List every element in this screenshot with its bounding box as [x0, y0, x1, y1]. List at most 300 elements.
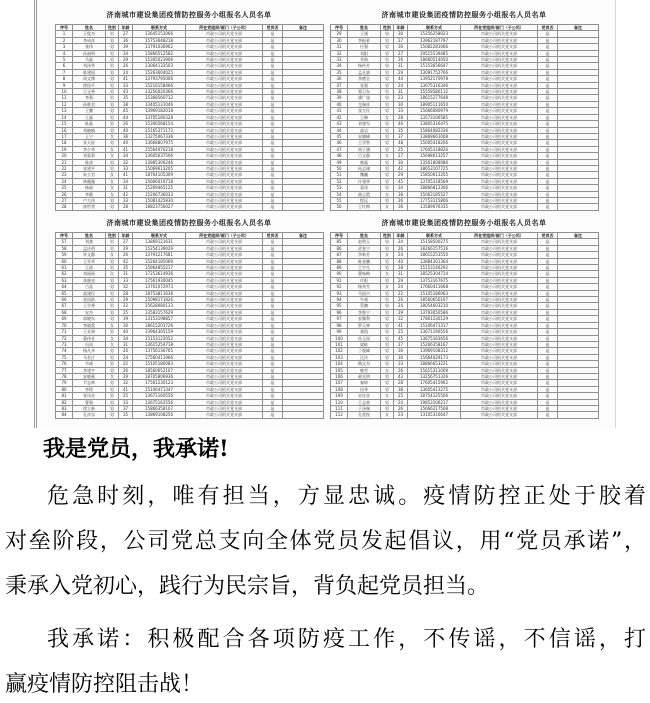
cell: 38: [394, 191, 408, 197]
cell: 高建民: [73, 290, 106, 296]
cell: 是: [263, 329, 283, 335]
cell: 市政公司机关党支部: [186, 258, 263, 264]
cell: 15206736033: [133, 191, 186, 197]
pledge-line: 危急时刻，唯有担当，方显忠诚。疫情防控正处于胶着: [47, 484, 646, 509]
cell: 13793795006: [133, 76, 186, 82]
cell: 73: [56, 341, 73, 347]
cell: 19515539485: [408, 50, 461, 56]
cell: 43: [394, 373, 408, 379]
cell: 是: [538, 44, 558, 50]
cell: 市政公司机关党支部: [186, 367, 263, 373]
cell: 是: [538, 153, 558, 159]
cell: 28: [394, 380, 408, 386]
cell: 是: [538, 348, 558, 354]
cell: 市政公司机关党支部: [186, 277, 263, 283]
pledge-paragraphs: [5, 474, 646, 703]
cell: 男: [381, 258, 394, 264]
cell: 13791217681: [133, 252, 186, 258]
cell: 市政公司机关党支部: [461, 191, 538, 197]
cell: 许阳: [348, 277, 381, 283]
cell: 市政公司机关党支部: [186, 82, 263, 88]
cell: 31: [119, 271, 133, 277]
cell: 市政公司机关党支部: [461, 172, 538, 178]
table-row: [331, 412, 599, 418]
cell: 孟凡斌: [348, 69, 381, 75]
cell: 是: [538, 146, 558, 152]
cell: 34: [119, 335, 133, 341]
cell: 王磊: [73, 114, 106, 120]
cell: 26: [394, 57, 408, 63]
cell: 是: [538, 341, 558, 347]
cell: 是: [538, 37, 558, 43]
cell: 是: [538, 399, 558, 405]
cell: 11: [56, 95, 73, 101]
cell: 张建平: [73, 165, 106, 171]
cell: 是: [538, 322, 558, 328]
cell: 13615254718: [133, 341, 186, 347]
cell: 孔祥东: [73, 412, 106, 418]
cell: 市政公司机关党支部: [186, 114, 263, 120]
cell: 市政公司机关党支部: [461, 277, 538, 283]
cell: 尹志林: [73, 380, 106, 386]
cell: 陈建国: [73, 69, 106, 75]
cell: 毕文静: [73, 252, 106, 258]
table-row: [56, 204, 324, 210]
cell: 女: [106, 153, 119, 159]
cell: 41: [394, 322, 408, 328]
cell: 陈金鹏: [348, 258, 381, 264]
cell: 市政公司机关党支部: [461, 114, 538, 120]
cell: 女: [106, 322, 119, 328]
roster-quadrant-3: [55, 216, 323, 419]
cell: 32: [119, 159, 133, 165]
cell: 13671160556: [133, 393, 186, 399]
cell: 市政公司机关党支部: [461, 108, 538, 114]
cell: 周文博: [73, 76, 106, 82]
cell: 13869661008: [408, 133, 461, 139]
cell: 男: [381, 335, 394, 341]
cell: 女: [381, 153, 394, 159]
cell: 市政公司机关党支部: [461, 373, 538, 379]
cell: 13561808086: [408, 159, 461, 165]
cell: 男: [106, 82, 119, 88]
cell: 是: [263, 178, 283, 184]
cell: 1: [56, 31, 73, 37]
cell: 市政公司机关党支部: [461, 204, 538, 210]
cell: 付强: [348, 44, 381, 50]
cell: 13675163556: [133, 399, 186, 405]
cell: 15753648218: [133, 37, 186, 43]
cell: 是: [538, 76, 558, 82]
cell: 宋杰: [73, 309, 106, 315]
cell: 20: [56, 153, 73, 159]
cell: 43: [331, 121, 348, 127]
cell: 女: [381, 367, 394, 373]
cell: 潘广旭: [348, 95, 381, 101]
cell: 99: [331, 329, 348, 335]
cell: 是: [263, 204, 283, 210]
cell: 是: [263, 57, 283, 63]
cell: 13064133503: [133, 63, 186, 69]
cell: 是: [263, 322, 283, 328]
cell: 市政公司机关党支部: [186, 37, 263, 43]
column-header: 备注: [558, 233, 599, 239]
cell: 男: [106, 63, 119, 69]
cell: 13793050586: [408, 309, 461, 315]
column-header: 性别: [381, 25, 394, 31]
cell: 杨传芳: [348, 63, 381, 69]
cell: 男: [381, 245, 394, 251]
cell: 张万民: [348, 108, 381, 114]
cell: 是: [538, 258, 558, 264]
cell: 42: [119, 258, 133, 264]
cell: 孙福明: [73, 50, 106, 56]
cell: 96: [331, 309, 348, 315]
cell: 57: [56, 239, 73, 245]
column-header: 党员否: [538, 233, 558, 239]
cell: 市政公司机关党支部: [186, 386, 263, 392]
cell: 市政公司机关党支部: [461, 159, 538, 165]
cell: 市政公司机关党支部: [461, 284, 538, 290]
cell: 25: [394, 146, 408, 152]
roster-quadrant-2: [330, 8, 598, 211]
cell: 是: [538, 165, 558, 171]
cell: 汪洋: [348, 354, 381, 360]
cell: 29: [394, 277, 408, 283]
cell: 市政公司机关党支部: [186, 322, 263, 328]
cell: 15615311009: [408, 367, 461, 373]
cell: 丁俊峰: [348, 348, 381, 354]
cell: 91: [331, 277, 348, 283]
cell: 市政公司机关党支部: [461, 297, 538, 303]
cell: 于泽瑞: [348, 405, 381, 411]
cell: 是: [263, 277, 283, 283]
cell: 是: [263, 76, 283, 82]
cell: 13761072973: [133, 284, 186, 290]
cell: 33: [119, 197, 133, 203]
cell: 3: [56, 44, 73, 50]
cell: 18753811636: [133, 290, 186, 296]
column-header: 姓名: [348, 25, 381, 31]
cell: 市政公司机关党支部: [461, 252, 538, 258]
cell: 是: [263, 172, 283, 178]
cell: 34: [119, 178, 133, 184]
cell: 52: [331, 178, 348, 184]
cell: 马磊: [73, 57, 106, 63]
column-header: 联系方式: [408, 25, 461, 31]
cell: 高岩: [348, 127, 381, 133]
cell: 张凤亮: [73, 393, 106, 399]
cell: 17561930045: [133, 277, 186, 283]
cell: 是: [538, 297, 558, 303]
cell: 市政公司机关党支部: [186, 412, 263, 418]
cell: 韦威: [73, 361, 106, 367]
cell: 男: [381, 127, 394, 133]
cell: 是: [263, 265, 283, 271]
cell: 男: [381, 297, 394, 303]
cell: 是: [538, 367, 558, 373]
cell: 是: [538, 69, 558, 75]
cell: 张晓亮: [73, 277, 106, 283]
cell: 女: [106, 335, 119, 341]
cell: 94: [331, 297, 348, 303]
cell: 68: [56, 309, 73, 315]
cell: 15666019718: [133, 178, 186, 184]
cell: 许建华: [348, 178, 381, 184]
cell: [558, 204, 599, 210]
cell: 市政公司机关党支部: [186, 373, 263, 379]
column-header: 年龄: [394, 233, 408, 239]
cell: 男: [106, 50, 119, 56]
cell: 李成祥: [73, 37, 106, 43]
pledge-article: [5, 430, 646, 703]
cell: 34: [394, 185, 408, 191]
cell: 李德全: [348, 76, 381, 82]
cell: 市政公司机关党支部: [461, 412, 538, 418]
cell: 市政公司机关党支部: [186, 271, 263, 277]
cell: 15153656647: [408, 63, 461, 69]
cell: 是: [263, 405, 283, 411]
cell: 39: [119, 316, 133, 322]
cell: 是: [538, 239, 558, 245]
cell: 李铭: [73, 386, 106, 392]
cell: 孙维君: [73, 101, 106, 107]
cell: 30: [394, 31, 408, 37]
cell: 是: [263, 393, 283, 399]
cell: 15269465125: [133, 185, 186, 191]
cell: 周子涵: [348, 146, 381, 152]
cell: 43: [119, 89, 133, 95]
cell: 36: [119, 133, 133, 139]
cell: 33: [119, 165, 133, 171]
cell: 31: [331, 44, 348, 50]
cell: 男: [381, 82, 394, 88]
cell: 27: [119, 239, 133, 245]
cell: 是: [538, 380, 558, 386]
cell: 王鹏: [73, 108, 106, 114]
cell: 是: [538, 303, 558, 309]
cell: 是: [538, 108, 558, 114]
cell: 吕文静: [348, 153, 381, 159]
pledge-paragraph: [5, 474, 646, 609]
cell: 是: [263, 316, 283, 322]
cell: 58: [56, 245, 73, 251]
cell: 男: [381, 341, 394, 347]
cell: 17605318826: [408, 146, 461, 152]
cell: 是: [263, 303, 283, 309]
cell: 市政公司机关党支部: [461, 367, 538, 373]
cell: 市政公司机关党支部: [186, 69, 263, 75]
cell: 女: [106, 191, 119, 197]
cell: 33: [331, 57, 348, 63]
cell: 是: [538, 178, 558, 184]
cell: 市政公司机关党支部: [461, 348, 538, 354]
cell: 26: [394, 245, 408, 251]
cell: 29: [394, 309, 408, 315]
cell: 109: [331, 393, 348, 399]
cell: 崔世勇: [73, 204, 106, 210]
cell: 111: [331, 405, 348, 411]
column-header: 所在党组织/部门（子公司）: [461, 233, 538, 239]
cell: 市政公司机关党支部: [461, 309, 538, 315]
cell: 林薇薇: [73, 178, 106, 184]
cell: 69: [56, 316, 73, 322]
cell: 83: [56, 405, 73, 411]
cell: 是: [263, 252, 283, 258]
cell: 13405131046: [133, 101, 186, 107]
cell: 是: [263, 245, 283, 251]
cell: 103: [331, 354, 348, 360]
cell: 男: [106, 245, 119, 251]
cell: 15153122052: [133, 335, 186, 341]
column-header: 所在党组织/部门（子公司）: [461, 25, 538, 31]
cell: 15106471347: [133, 386, 186, 392]
cell: 25: [394, 393, 408, 399]
cell: 男: [381, 316, 394, 322]
cell: 男: [106, 265, 119, 271]
cell: 66: [56, 297, 73, 303]
cell: 15306568154: [133, 121, 186, 127]
cell: 15098171826: [133, 297, 186, 303]
cell: 刘童: [73, 239, 106, 245]
cell: 男: [106, 297, 119, 303]
cell: 市政公司机关党支部: [186, 361, 263, 367]
cell: 王波: [73, 265, 106, 271]
cell: 26: [394, 405, 408, 411]
column-header: 联系方式: [133, 233, 186, 239]
cell: 张伟: [73, 44, 106, 50]
cell: 100: [331, 335, 348, 341]
cell: 是: [538, 361, 558, 367]
cell: 15105186063: [408, 290, 461, 296]
column-header: 备注: [558, 25, 599, 31]
cell: 市政公司机关党支部: [461, 303, 538, 309]
cell: 王宝善: [73, 89, 106, 95]
cell: 13668807975: [133, 140, 186, 146]
cell: 男: [381, 108, 394, 114]
cell: 女: [381, 284, 394, 290]
cell: 是: [263, 341, 283, 347]
cell: 郝光明: [348, 373, 381, 379]
cell: 29: [119, 245, 133, 251]
cell: 是: [263, 185, 283, 191]
cell: 市政公司机关党支部: [186, 303, 263, 309]
cell: 41: [119, 386, 133, 392]
cell: 陈晶: [73, 121, 106, 127]
cell: 市政公司机关党支部: [186, 159, 263, 165]
column-header: 年龄: [119, 25, 133, 31]
cell: 是: [263, 348, 283, 354]
cell: 男: [106, 159, 119, 165]
cell: 22: [56, 165, 73, 171]
cell: 吕品: [73, 284, 106, 290]
cell: 37: [394, 133, 408, 139]
cell: 31: [394, 89, 408, 95]
column-header: 党员否: [538, 25, 558, 31]
cell: 10: [56, 89, 73, 95]
column-header: 备注: [283, 233, 324, 239]
cell: 46: [394, 121, 408, 127]
cell: 104: [331, 361, 348, 367]
cell: 86: [331, 245, 348, 251]
cell: 男: [106, 399, 119, 405]
cell: 67: [56, 303, 73, 309]
cell: 13153198857: [133, 316, 186, 322]
cell: 市政公司机关党支部: [461, 178, 538, 184]
cell: 34: [119, 50, 133, 56]
cell: 市政公司机关党支部: [461, 82, 538, 88]
cell: 男: [106, 277, 119, 283]
cell: 26: [119, 348, 133, 354]
cell: 男: [381, 76, 394, 82]
cell: 22: [394, 290, 408, 296]
cell: 男: [381, 373, 394, 379]
cell: 是: [263, 159, 283, 165]
cell: 29: [119, 297, 133, 303]
cell: 男: [106, 354, 119, 360]
pledge-paragraph: [5, 617, 646, 703]
cell: 牛威: [348, 297, 381, 303]
cell: 25: [119, 393, 133, 399]
cell: 是: [263, 335, 283, 341]
cell: 市政公司机关党支部: [461, 380, 538, 386]
cell: 是: [263, 127, 283, 133]
cell: 16: [56, 127, 73, 133]
cell: 是: [263, 380, 283, 386]
cell: 15664029173: [408, 354, 461, 360]
cell: 是: [263, 399, 283, 405]
cell: 30: [331, 37, 348, 43]
cell: 是: [538, 159, 558, 165]
cell: 13964305159: [133, 329, 186, 335]
cell: 市政公司机关党支部: [461, 37, 538, 43]
cell: 男: [106, 31, 119, 37]
cell: 李振景: [348, 37, 381, 43]
cell: 女: [106, 341, 119, 347]
cell: 28: [394, 114, 408, 120]
cell: 市政公司机关党支部: [461, 127, 538, 133]
cell: 15866358107: [133, 405, 186, 411]
cell: 28: [119, 204, 133, 210]
cell: 男: [381, 172, 394, 178]
cell: 男: [381, 380, 394, 386]
cell: 朱立君: [73, 172, 106, 178]
column-header: 所在党组织/部门（子公司）: [186, 25, 263, 31]
cell: 男: [381, 386, 394, 392]
cell: 男: [106, 108, 119, 114]
cell: 是: [538, 412, 558, 418]
cell: 15256258023: [408, 31, 461, 37]
cell: 男: [381, 290, 394, 296]
cell: 市政公司机关党支部: [186, 185, 263, 191]
cell: 15263604025: [133, 69, 186, 75]
cell: 王学智: [348, 140, 381, 146]
cell: 34: [119, 153, 133, 159]
cell: 男: [381, 44, 394, 50]
cell: 64: [56, 284, 73, 290]
cell: 15082281066: [408, 44, 461, 50]
cell: 105: [331, 367, 348, 373]
cell: 安顺利: [348, 316, 381, 322]
cell: 98: [331, 322, 348, 328]
cell: [283, 204, 324, 210]
cell: 88: [331, 258, 348, 264]
cell: 男: [381, 63, 394, 69]
cell: 48: [331, 153, 348, 159]
cell: 18705806936: [133, 373, 186, 379]
cell: 市政公司机关党支部: [186, 252, 263, 258]
cell: 市政公司机关党支部: [461, 89, 538, 95]
